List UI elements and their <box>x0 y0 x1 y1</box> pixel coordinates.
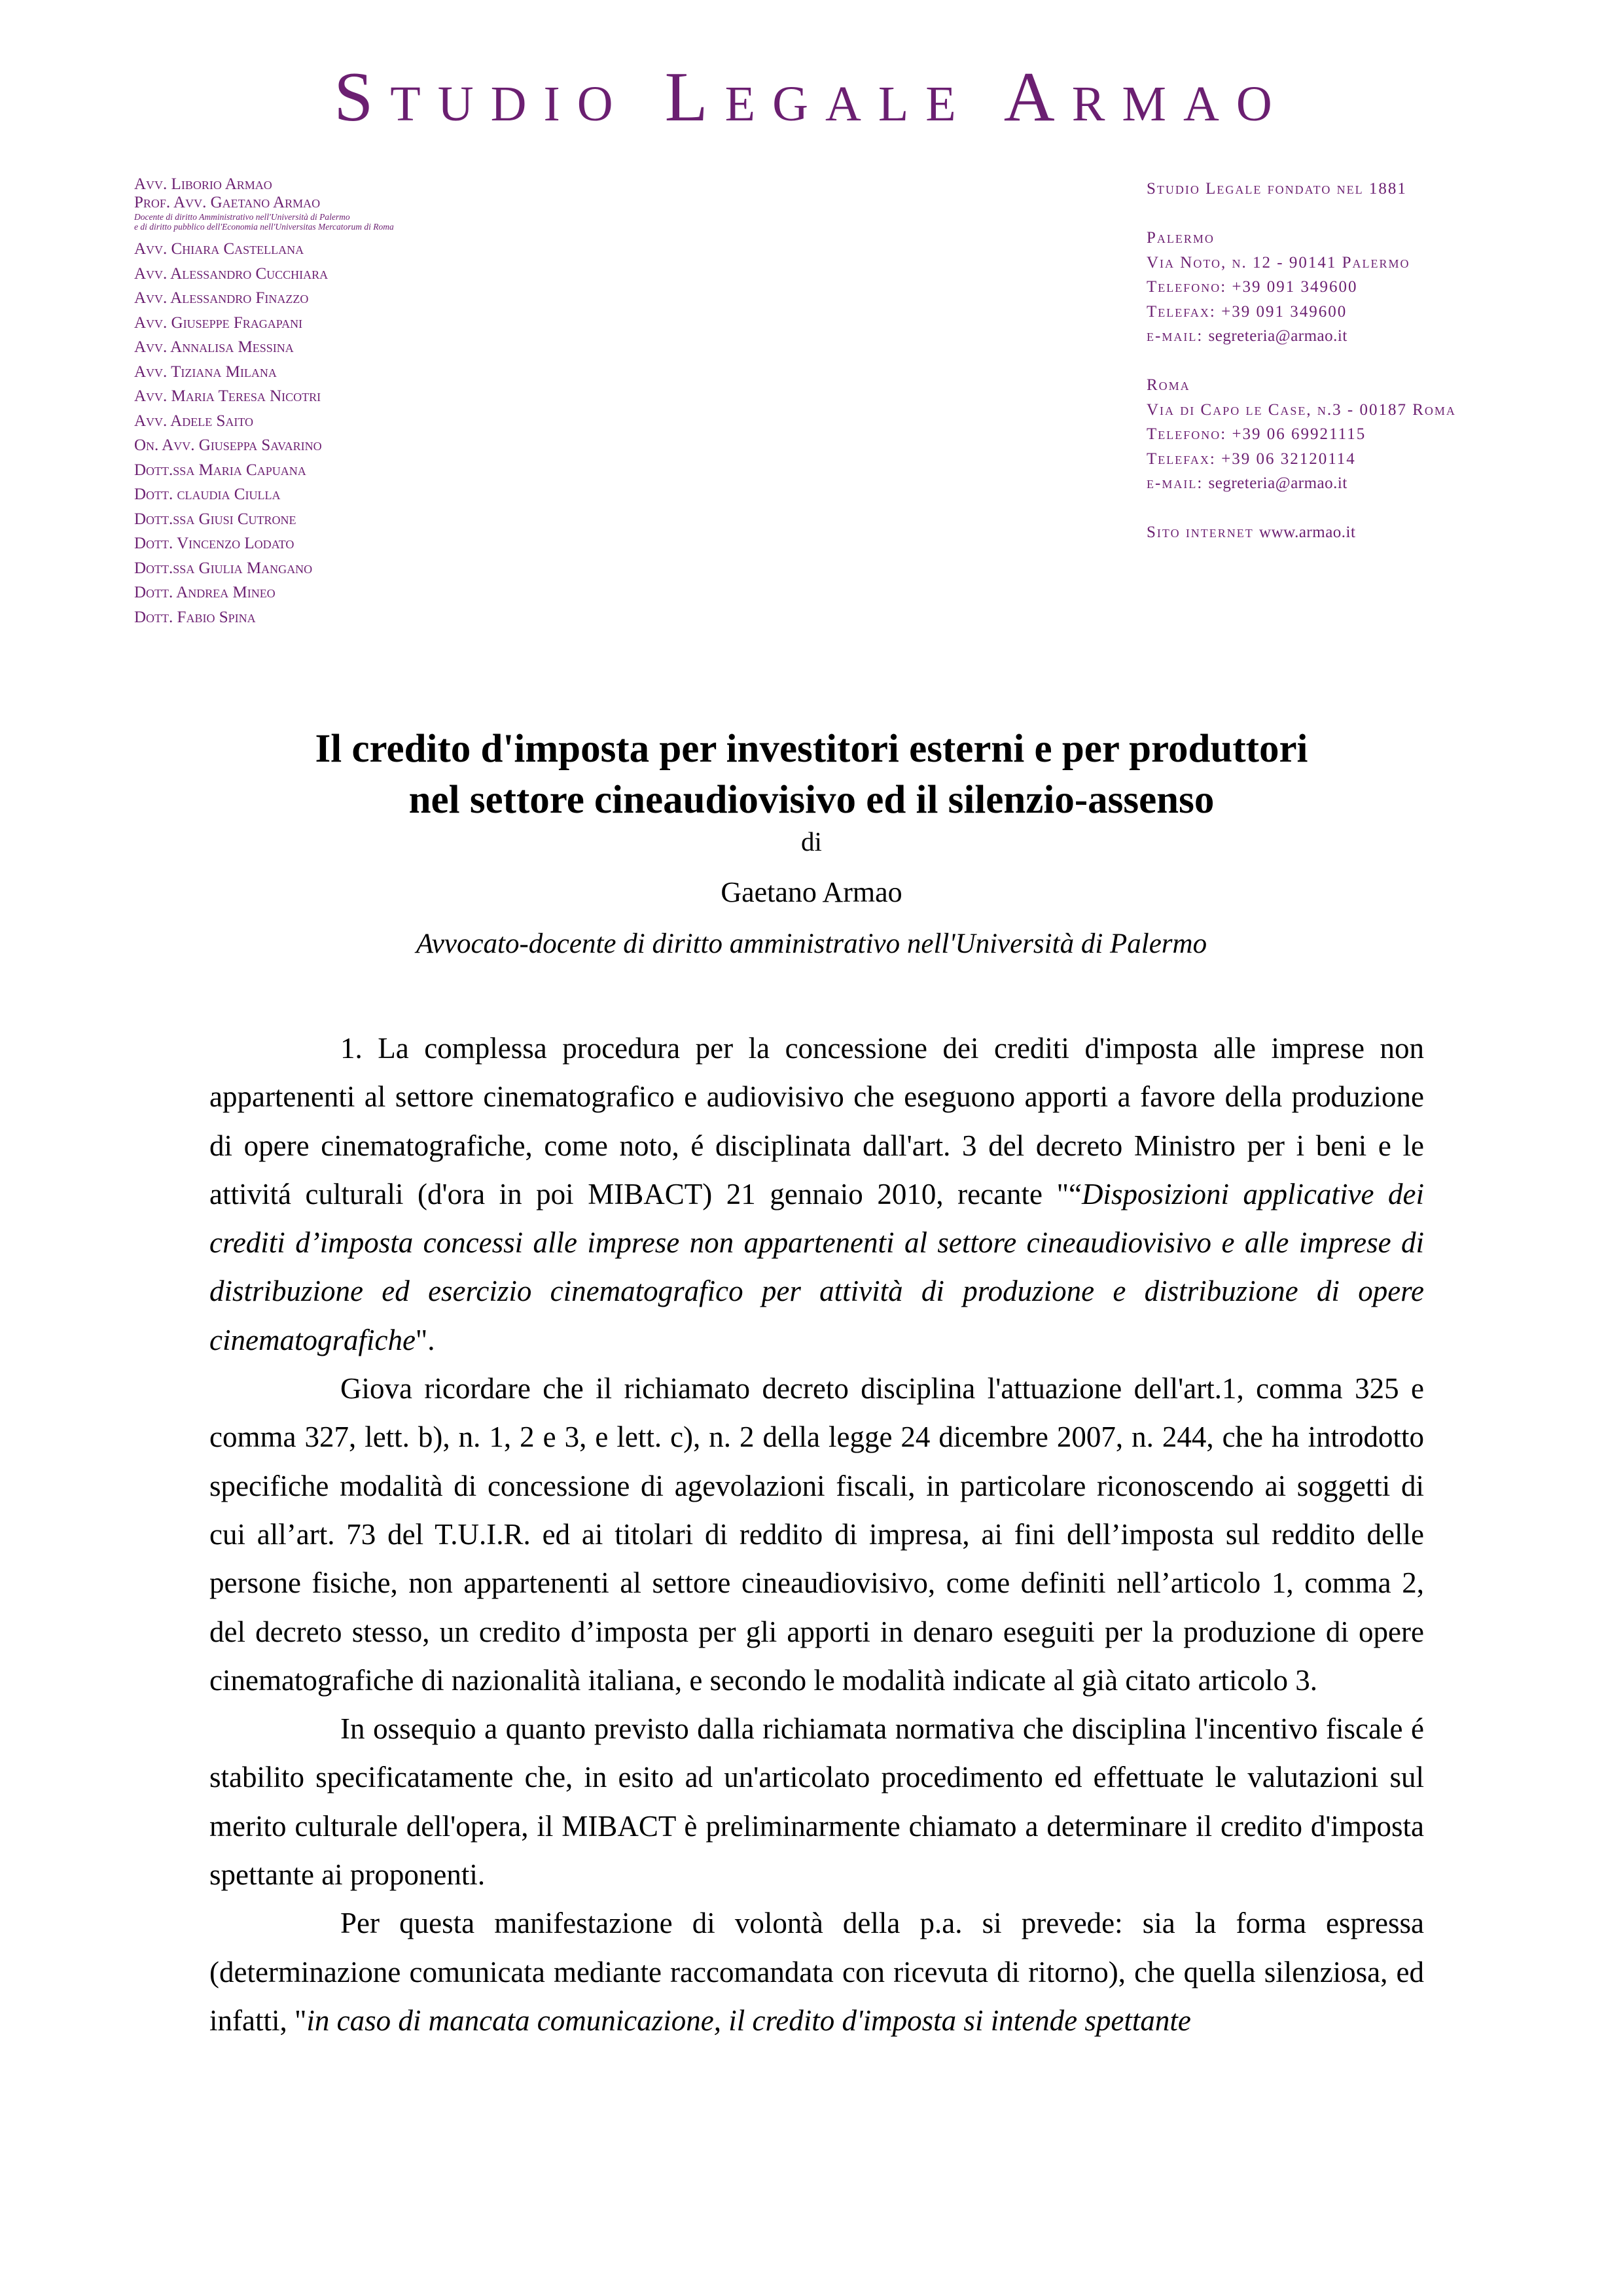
author-name: Gaetano Armao <box>721 876 902 908</box>
founded-note: Studio Legale fondato nel 1881 <box>1147 180 1407 198</box>
email-label: e-mail: <box>1147 327 1209 345</box>
lawyer-name: Avv. Maria Teresa Nicotri <box>134 387 321 405</box>
lawyer-name: Dott. claudia Ciulla <box>134 486 281 503</box>
lawyer-name: Dott. Andrea Mineo <box>134 584 276 601</box>
partner-note-line: Docente di diritto Amministrativo nell'Università di Palermo <box>134 212 350 222</box>
lawyers-list <box>134 175 592 629</box>
paragraph-text: Per questa manifestazione di volontà della p.a. si prevede: sia la forma espressa (determinazione comunicata mediante raccomandata con ricevuta di ritorno), che quella silenziosa, ed infatti, " <box>209 1907 1424 2037</box>
palermo-city: Palermo <box>1147 229 1215 247</box>
roma-city: Roma <box>1147 376 1190 394</box>
article-body <box>209 1024 1424 2045</box>
author-role: Avvocato-docente di diritto amministrativo nell'Università di Palermo <box>416 928 1207 959</box>
lawyer-name: Dott.ssa Giulia Mangano <box>134 559 313 577</box>
paragraph-text: 1. La complessa procedura per la concessione dei crediti d'imposta alle imprese non appartenenti al settore cinematografico e audiovisivo che eseguono apporti a favore della produzione di opere cinematografiche, come noto, é disciplinata dall'art. 3 del decreto Ministro per i beni e le attivitá culturali (d'ora in poi MIBACT) 21 gennaio 2010, recante "“ <box>209 1032 1424 1210</box>
lawyer-name: Dott.ssa Giusi Cutrone <box>134 510 296 528</box>
title-line: Il credito d'imposta per investitori esterni e per produttori <box>315 727 1308 771</box>
palermo-phone: Telefono: +39 091 349600 <box>1147 278 1358 296</box>
quoted-text: in caso di mancata comunicazione, il credito d'imposta si intende spettante <box>306 2004 1191 2037</box>
palermo-fax: Telefax: +39 091 349600 <box>1147 302 1347 321</box>
firm-name: Studio Legale Armao <box>334 58 1289 136</box>
paragraph: In ossequio a quanto previsto dalla richiamata normativa che disciplina l'incentivo fiscale é stabilito specificatamente che, in esito ad un'articolato procedimento ed effettuate le valutazioni sul merito culturale dell'opera, il MIBACT è preliminarmente chiamato a determinare il credito d'imposta spettante ai proponenti. <box>209 1712 1424 1892</box>
email-link[interactable]: segreteria@armao.it <box>1208 474 1347 492</box>
lawyer-name: Avv. Chiara Castellana <box>134 240 304 258</box>
title-line: nel settore cineaudiovisivo ed il silenzio-assenso <box>408 778 1215 822</box>
lawyer-name: On. Avv. Giuseppa Savarino <box>134 436 322 454</box>
website <box>1147 520 1552 545</box>
roma-address: Via di Capo le Case, n.3 - 00187 Roma <box>1147 400 1456 419</box>
roma-email <box>1147 471 1552 496</box>
partner-name: Avv. Liborio Armao <box>134 175 272 193</box>
lawyer-name: Avv. Annalisa Messina <box>134 338 294 356</box>
by-label: di <box>801 826 822 857</box>
partner-note <box>134 212 592 232</box>
roma-fax: Telefax: +39 06 32120114 <box>1147 450 1356 468</box>
paragraph <box>209 1024 1424 1364</box>
website-label: Sito internet <box>1147 523 1260 541</box>
paragraph: Giova ricordare che il richiamato decreto disciplina l'attuazione dell'art.1, comma 325 e comma 327, lett. b), n. 1, 2 e 3, e lett. c), n. 2 della legge 24 dicembre 2007, n. 244, che ha introdotto specifiche modalità di concessione di agevolazioni fiscali, in particolare riconoscendo ai soggetti di cui all’art. 73 del T.U.I.R. ed ai titolari di reddito di impresa, ai fini dell’imposta sul reddito delle persone fisiche, non appartenenti al settore cineaudiovisivo, come definiti nell’articolo 1, comma 2, del decreto stesso, un credito d’imposta per gli apporti in denaro eseguiti per la produzione di opere cinematografiche di nazionalità italiana, e secondo le modalità indicate al già citato articolo 3. <box>209 1372 1424 1697</box>
lawyer-name: Avv. Tiziana Milana <box>134 362 277 381</box>
email-link[interactable]: segreteria@armao.it <box>1208 327 1347 345</box>
paragraph <box>209 1899 1424 2045</box>
lawyer-name: Avv. Alessandro Cucchiara <box>134 264 329 283</box>
firm-contacts <box>1147 177 1552 545</box>
lawyer-name: Dott.ssa Maria Capuana <box>134 461 306 479</box>
article-title <box>164 724 1459 826</box>
roma-phone: Telefono: +39 06 69921115 <box>1147 425 1366 443</box>
partner-name: Prof. Avv. Gaetano Armao <box>134 194 321 211</box>
website-link[interactable]: www.armao.it <box>1259 523 1356 541</box>
lawyer-name: Dott. Fabio Spina <box>134 608 256 626</box>
lawyer-name: Avv. Adele Saito <box>134 412 254 430</box>
quoted-title: Disposizioni applicative dei crediti d’imposta concessi alle imprese non appartenenti al settore cineaudiovisivo e alle imprese di distribuzione ed esercizio cinematografico per attività di produzione e distribuzione di opere cinematografiche <box>209 1177 1424 1356</box>
paragraph-text: ". <box>415 1323 435 1356</box>
partner-note-line: e di diritto pubblico dell'Economia nell'Universitas Mercatorum di Roma <box>134 222 394 232</box>
lawyer-name: Avv. Giuseppe Fragapani <box>134 313 303 332</box>
palermo-address: Via Noto, n. 12 - 90141 Palermo <box>1147 253 1410 272</box>
lawyer-name: Avv. Alessandro Finazzo <box>134 289 309 307</box>
email-label: e-mail: <box>1147 474 1209 492</box>
lawyer-name: Dott. Vincenzo Lodato <box>134 535 294 552</box>
palermo-email <box>1147 324 1552 349</box>
